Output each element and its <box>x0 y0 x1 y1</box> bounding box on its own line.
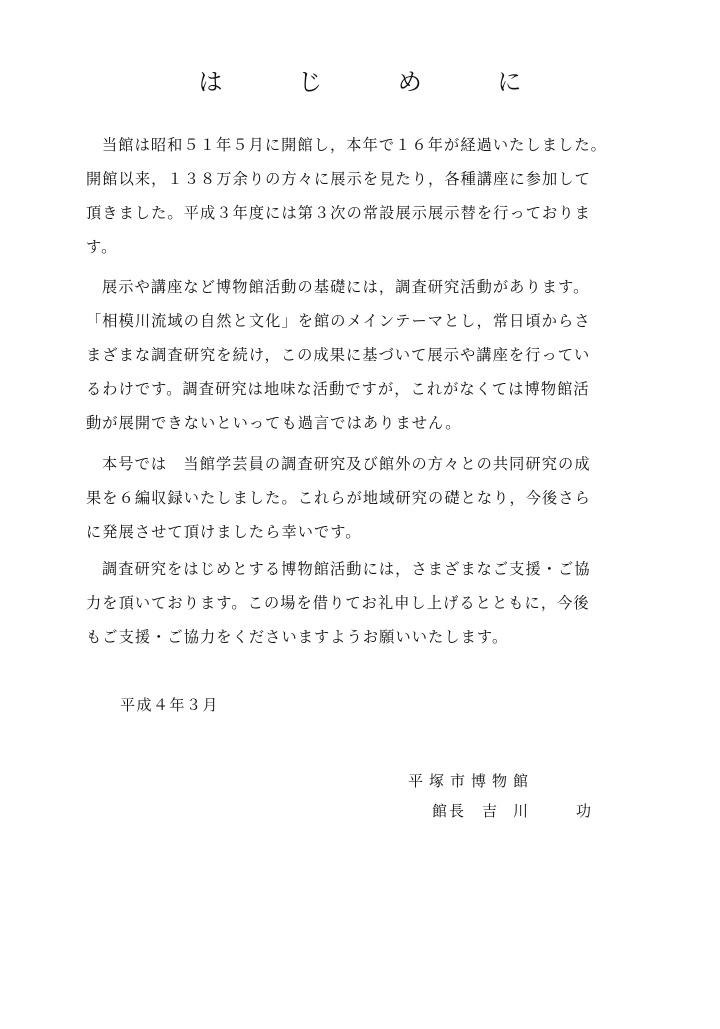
paragraph-4 <box>86 552 646 654</box>
signature-role: 館長 <box>432 802 467 820</box>
paragraph-line: 開館以来，１３８万余りの方々に展示を見たり，各種講座に参加して <box>86 170 591 188</box>
document-date: 平成４年３月 <box>120 696 220 714</box>
paragraph-2 <box>86 270 646 440</box>
paragraph-line: もご支援・ご協力をくださいますようお願いいたします。 <box>86 628 509 646</box>
paragraph-line: 本号では 当館学芸員の調査研究及び館外の方々との共同研究の成 <box>102 455 591 473</box>
paragraph-line: 調査研究をはじめとする博物館活動には，さまざまなご支援・ご協 <box>102 560 591 578</box>
paragraph-line: 「相模川流域の自然と文化」を館のメインテーマとし，常日頃からさ <box>86 312 591 330</box>
page-title: は じ め に <box>198 68 556 96</box>
paragraph-1 <box>86 128 646 264</box>
paragraph-line: 展示や講座など博物館活動の基礎には，調査研究活動があります。 <box>102 278 590 296</box>
paragraph-line: 頂きました。平成３年度には第３次の常設展示展示替を行っておりま <box>86 204 591 222</box>
signature-given-name: 功 <box>576 802 592 820</box>
paragraph-line: 力を頂いております。この場を借りてお礼申し上げるとともに，今後 <box>86 594 590 612</box>
paragraph-line: 動が展開できないといっても過言ではありません。 <box>86 414 462 432</box>
paragraph-line: 果を６編収録いたしました。これらが地域研究の礎となり，今後さら <box>86 489 591 507</box>
signature <box>432 800 591 821</box>
organization-name: 平塚市博物館 <box>408 772 535 790</box>
signature-surname: 吉川 <box>482 802 545 820</box>
paragraph-line: す。 <box>86 238 118 256</box>
paragraph-3 <box>86 447 646 549</box>
paragraph-line: 当館は昭和５１年５月に開館し，本年で１６年が経過いたしました。 <box>102 136 607 154</box>
paragraph-line: るわけです。調査研究は地味な活動ですが，これがなくては博物館活 <box>86 380 590 398</box>
paragraph-line: まざまな調査研究を続け，この成果に基づいて展示や講座を行ってい <box>86 346 591 364</box>
paragraph-line: に発展させて頂けましたら幸いです。 <box>86 523 362 541</box>
